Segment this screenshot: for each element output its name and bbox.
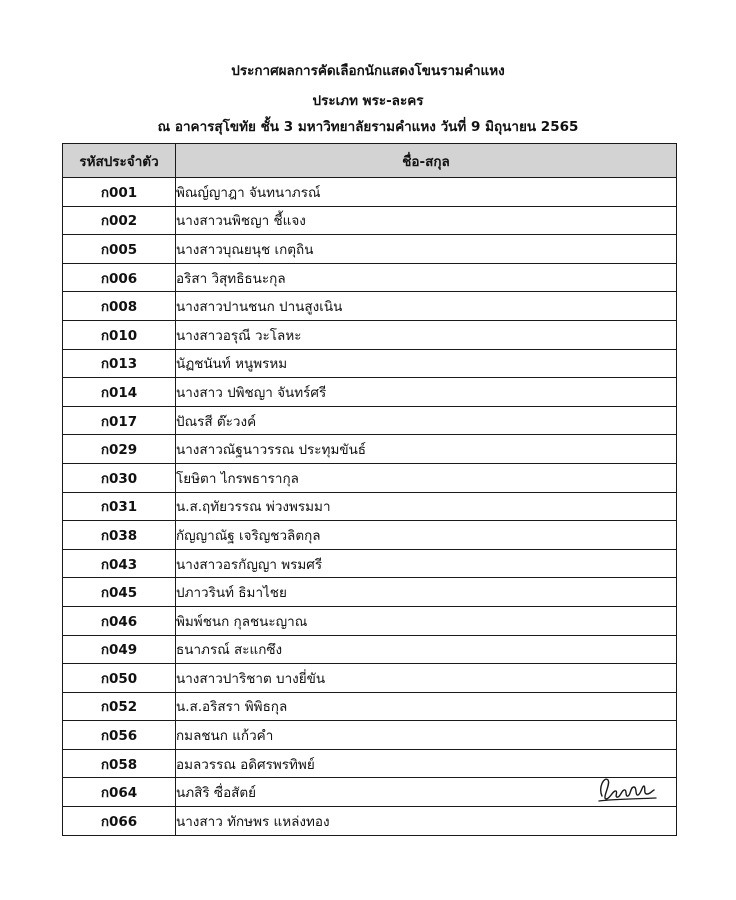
- candidate-code: ก052: [63, 692, 176, 721]
- table-row: [63, 178, 677, 207]
- results-table: [62, 143, 677, 836]
- table-row: [63, 721, 677, 750]
- candidate-code: ก005: [63, 235, 176, 264]
- table-row: [63, 378, 677, 407]
- candidate-name: อริสา วิสุทธิธนะกุล: [176, 270, 286, 287]
- candidate-code: ก030: [63, 463, 176, 492]
- table-row: [63, 549, 677, 578]
- candidate-name-cell: [176, 292, 677, 321]
- candidate-code: ก029: [63, 435, 176, 464]
- candidate-name: นางสาวปานชนก ปานสูงเนิน: [176, 299, 343, 316]
- candidate-code: ก045: [63, 578, 176, 607]
- table-row: [63, 749, 677, 778]
- candidate-name: น.ส.ฤทัยวรรณ พ่วงพรมมา: [176, 499, 331, 516]
- candidate-code: ก046: [63, 606, 176, 635]
- table-row: [63, 320, 677, 349]
- table-body: [63, 178, 677, 836]
- signature-image: [594, 778, 660, 807]
- candidate-code: ก001: [63, 178, 176, 207]
- candidate-code: ก008: [63, 292, 176, 321]
- candidate-name: ธนาภรณ์ สะแกซึง: [176, 642, 283, 659]
- candidate-name: ปภาวรินท์ ธิมาไชย: [176, 585, 287, 602]
- candidate-name: โยษิตา ไกรพธารากุล: [176, 470, 299, 487]
- table-row: [63, 664, 677, 693]
- candidate-name: นางสาว ปพิชญา จันทร์ศรี: [176, 384, 327, 401]
- table-row: [63, 692, 677, 721]
- candidate-name-cell: [176, 178, 677, 207]
- table-row: [63, 521, 677, 550]
- candidate-name: นภสิริ ซื่อสัตย์: [176, 785, 257, 802]
- table-row: [63, 406, 677, 435]
- candidate-name: พิณญ์ญาฎา จันทนาภรณ์: [176, 184, 321, 201]
- table-row: [63, 635, 677, 664]
- candidate-code: ก050: [63, 664, 176, 693]
- candidate-code: ก056: [63, 721, 176, 750]
- candidate-name-cell: [176, 606, 677, 635]
- candidate-name-cell: [176, 206, 677, 235]
- candidate-code: ก049: [63, 635, 176, 664]
- candidate-name-cell: [176, 263, 677, 292]
- table-row: [63, 807, 677, 836]
- table-header-row: [63, 144, 677, 178]
- table-row: [63, 492, 677, 521]
- candidate-name: นางสาว ทักษพร แหล่งทอง: [176, 813, 330, 830]
- table-row: [63, 263, 677, 292]
- candidate-code: ก066: [63, 807, 176, 836]
- candidate-name-cell: [176, 635, 677, 664]
- candidate-code: ก064: [63, 778, 176, 807]
- table-row: [63, 349, 677, 378]
- table-row: [63, 578, 677, 607]
- candidate-name-cell: [176, 578, 677, 607]
- candidate-name-cell: [176, 320, 677, 349]
- candidate-name-cell: [176, 692, 677, 721]
- column-header-code: รหัสประจำตัว: [63, 144, 176, 178]
- candidate-name: นางสาวบุณยนุช เกตุถิน: [176, 241, 314, 258]
- candidate-name-cell: [176, 235, 677, 264]
- candidate-code: ก010: [63, 320, 176, 349]
- table-row: [63, 206, 677, 235]
- candidate-name-cell: [176, 463, 677, 492]
- candidate-code: ก038: [63, 521, 176, 550]
- candidate-name-cell: [176, 778, 677, 807]
- candidate-name: นัฏชนันท์ หนูพรหม: [176, 356, 288, 373]
- candidate-code: ก043: [63, 549, 176, 578]
- table-row: [63, 435, 677, 464]
- candidate-name: กมลชนก แก้วคำ: [176, 728, 274, 745]
- candidate-name-cell: [176, 521, 677, 550]
- candidate-name-cell: [176, 664, 677, 693]
- table-row: [63, 463, 677, 492]
- candidate-code: ก031: [63, 492, 176, 521]
- document-category: ประเภท พระ-ละคร: [312, 93, 424, 109]
- document-venue-date: ณ อาคารสุโขทัย ชั้น 3 มหาวิทยาลัยรามคำแหง วันที่ 9 มิถุนายน 2565: [157, 119, 579, 135]
- candidate-name: กัญญาณัฐ เจริญชวลิตกุล: [176, 527, 321, 544]
- table-row: [63, 235, 677, 264]
- candidate-code: ก006: [63, 263, 176, 292]
- candidate-name: นางสาวณัฐนาวรรณ ประทุมขันธ์: [176, 442, 367, 459]
- document-title: ประกาศผลการคัดเลือกนักแสดงโขนรามคำแหง: [231, 63, 505, 79]
- candidate-name: นางสาวปาริชาต บางยี่ขัน: [176, 670, 326, 687]
- candidate-name-cell: [176, 721, 677, 750]
- column-header-name: ชื่อ-สกุล: [176, 144, 677, 178]
- candidate-name-cell: [176, 549, 677, 578]
- table-row: [63, 606, 677, 635]
- candidate-name: นางสาวอรุณี วะโลหะ: [176, 327, 302, 344]
- table-row: [63, 292, 677, 321]
- candidate-code: ก058: [63, 749, 176, 778]
- table-row: [63, 778, 677, 807]
- candidate-code: ก017: [63, 406, 176, 435]
- candidate-name: พิมพ์ชนก กุลชนะญาณ: [176, 613, 308, 630]
- candidate-name: ปัณรสี ต๊ะวงค์: [176, 413, 257, 430]
- candidate-name-cell: [176, 435, 677, 464]
- candidate-name-cell: [176, 807, 677, 836]
- candidate-code: ก013: [63, 349, 176, 378]
- candidate-name: น.ส.อริสรา พิพิธกุล: [176, 699, 288, 716]
- candidate-name: นางสาวนพิชญา ชี้แจง: [176, 213, 306, 230]
- candidate-name-cell: [176, 492, 677, 521]
- candidate-name-cell: [176, 406, 677, 435]
- candidate-name: อมลวรรณ อดิศรพรทิพย์: [176, 756, 315, 773]
- candidate-name: นางสาวอรกัญญา พรมศรี: [176, 556, 323, 573]
- candidate-name-cell: [176, 749, 677, 778]
- candidate-code: ก002: [63, 206, 176, 235]
- candidate-name-cell: [176, 349, 677, 378]
- candidate-name-cell: [176, 378, 677, 407]
- candidate-code: ก014: [63, 378, 176, 407]
